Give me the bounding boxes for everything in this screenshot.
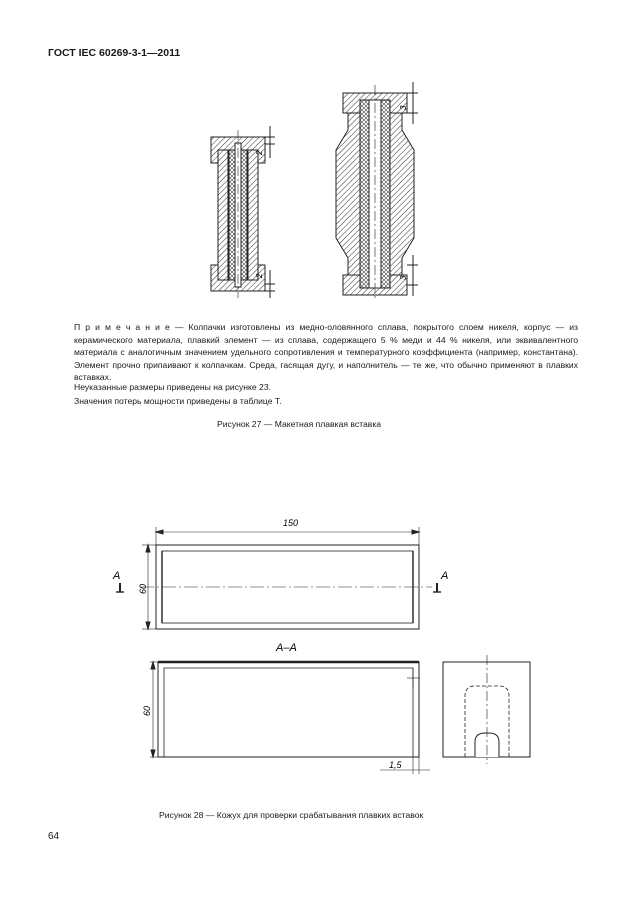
figure-27-caption: Рисунок 27 — Макетная плавкая вставка bbox=[217, 419, 382, 429]
document-code-header: ГОСТ IEC 60269-3-1—2011 bbox=[48, 47, 181, 59]
dim-wall-1-5: 1,5 bbox=[389, 760, 402, 770]
note-text: Колпачки изготовлены из медно-оловянного сплава, покрытого слоем никеля, корпус — из керамического материала, плавкий элемент — из сплава, содержащего 5 % меди и 44 % никеля, или эквивалентного материала с аналогичным значением удельного сопротивления и температурного коэффициента (например, константана). Элемент прочно припаивают к колпачкам. Среда, гасящая дугу, и наполнитель — те же, что обычно применяют в плавких вставках. bbox=[74, 322, 579, 383]
enclosure-top-view-inner bbox=[162, 551, 413, 623]
enclosure-section-outer bbox=[158, 662, 419, 757]
dim-width-150: 150 bbox=[283, 518, 299, 528]
large-fuse-dim-bottom: 3 bbox=[399, 275, 408, 280]
unspecified-dimensions-line: Неуказанные размеры приведены на рисунке 23. bbox=[74, 382, 272, 392]
small-fuse-dim-top: 2 bbox=[255, 150, 264, 155]
section-mark-right: А bbox=[441, 570, 449, 582]
dim-section-height-60: 60 bbox=[142, 705, 152, 716]
large-fuse-dim-top: 3 bbox=[399, 105, 408, 110]
power-loss-line: Значения потерь мощности приведены в таблице Т. bbox=[74, 396, 282, 406]
dim-height-60: 60 bbox=[138, 583, 148, 594]
figure-28-caption: Рисунок 28 — Кожух для проверки срабатывания плавких вставок bbox=[159, 810, 424, 820]
section-label: А–А bbox=[276, 642, 297, 654]
section-mark-left: А bbox=[113, 570, 121, 582]
note-lead: П р и м е ч а н и е — bbox=[74, 322, 189, 332]
page-number: 64 bbox=[48, 831, 60, 842]
small-fuse-dim-bottom: 2 bbox=[255, 273, 264, 278]
